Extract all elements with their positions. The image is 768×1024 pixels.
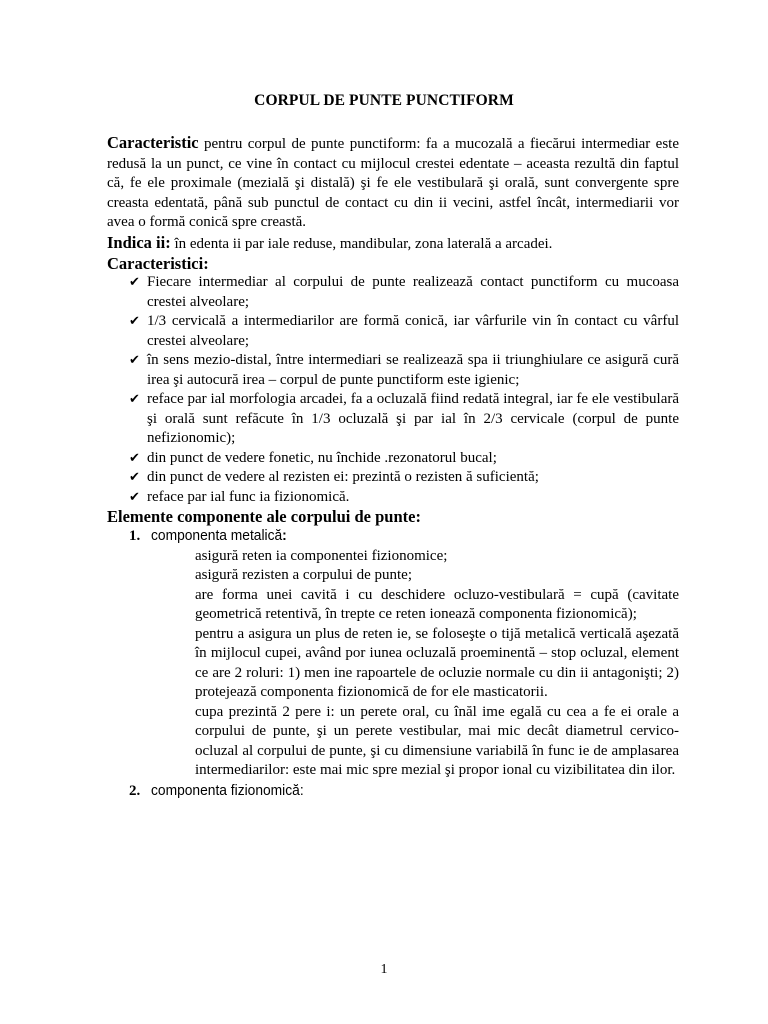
check-icon: ✔ (129, 470, 140, 485)
list-item: ✔ în sens mezio-distal, între intermediari se realizează spa ii triunghiulare ce asigură cură irea şi autocură irea – corpul de punte punctiform este igienic; (129, 352, 679, 388)
check-icon: ✔ (129, 275, 140, 290)
component-number: 1. (129, 528, 141, 544)
components-list-2 (107, 781, 679, 802)
sub-paragraph: are forma unei cavită i cu deschidere ocluzo-vestibulară = cupă (cavitate geometrică retentivă, în trepte ce reten ionează componenta fizionomică); (195, 586, 679, 622)
sub-paragraph: cupa prezintă 2 pere i: un perete oral, cu înăl ime egală cu cea a fe ei orale a corpului de punte, şi un perete vestibular, mai mic decât diametrul cervico-ocluzal al corpului de punte, şi cu dimensiune variabilă în func ie de amplasarea intermediarilor: este mai mic spre mezial şi propor ional cu vizibilitatea din ilor. (195, 703, 679, 778)
list-item: ✔ Fiecare intermediar al corpului de punte realizează contact punctiform cu mucoasa crestei alveolare; (129, 274, 679, 310)
component-fizionomic (129, 781, 679, 802)
list-item: ✔ din punct de vedere al rezisten ei: prezintă o rezisten ă suficientă; (129, 468, 679, 488)
component-heading: componenta fizionomică: (151, 781, 304, 799)
page-number: 1 (380, 962, 388, 977)
characteristics-list (107, 273, 679, 507)
list-item: ✔ reface par ial func ia fizionomică. (129, 488, 679, 508)
page-title: CORPUL DE PUNTE PUNCTIFORM (254, 92, 514, 109)
check-icon: ✔ (129, 353, 140, 368)
indications-text: în edenta ii par iale reduse, mandibular, zona laterală a arcadei. (170, 235, 553, 252)
list-item: ✔ 1/3 cervicală a intermediarilor are formă conică, iar vârfurile vin în contact cu vârful crestei alveolare; (129, 313, 679, 349)
component-number: 2. (129, 782, 141, 799)
sub-paragraph: asigură rezisten a corpului de punte; (195, 567, 413, 583)
indications-paragraph (107, 233, 679, 255)
component-metalic (129, 526, 679, 547)
check-icon: ✔ (129, 489, 140, 505)
check-icon: ✔ (129, 314, 140, 329)
check-icon: ✔ (129, 450, 140, 466)
document-body (107, 133, 679, 801)
list-item: ✔ reface par ial morfologia arcadei, fa a ocluzală fiind redată integral, iar fe ele vestibulară şi orală sunt refăcute în 1/3 ocluzală şi par ial în 2/3 cervicale (corpul de punte nefizionomic); (129, 391, 679, 446)
characteristics-heading: Caracteristici: (107, 254, 209, 273)
elements-heading: Elemente componente ale corpului de punte: (107, 507, 421, 526)
intro-lead: Caracteristic (107, 133, 199, 152)
list-item: ✔ din punct de vedere fonetic, nu închide .rezonatorul bucal; (129, 449, 679, 469)
check-icon: ✔ (129, 392, 140, 407)
component-heading: componenta metalică: (151, 527, 287, 544)
sub-paragraph: asigură reten ia componentei fizionomice; (195, 547, 448, 564)
intro-paragraph (107, 133, 679, 233)
sub-paragraph: pentru a asigura un plus de reten ie, se foloseşte o tijă metalică verticală aşezată în mijlocul cupei, având por iunea ocluzală proeminentă – stop ocluzal, element ce are 2 roluri: 1) men ine rapoartele de ocluzie normale cu din ii antagonişti; 2) protejează componenta fizionomică de for ele masticatorii. (195, 625, 679, 700)
indications-label: Indica ii: (107, 232, 171, 252)
components-list (107, 526, 679, 547)
intro-text: pentru corpul de punte punctiform: fa a mucozală a fiecărui intermediar este redusă la un punct, ce vine în contact cu mijlocul crestei edentate – aceasta rezultă din faptul că, fe ele proximale (mezială şi distală) şi fe ele vestibulară şi orală, sunt convergente spre creasta edentată, până sub punctul de contact cu din ii vecini, astfel încât, intermediarii vor avea o formă conică spre creastă. (107, 136, 679, 230)
